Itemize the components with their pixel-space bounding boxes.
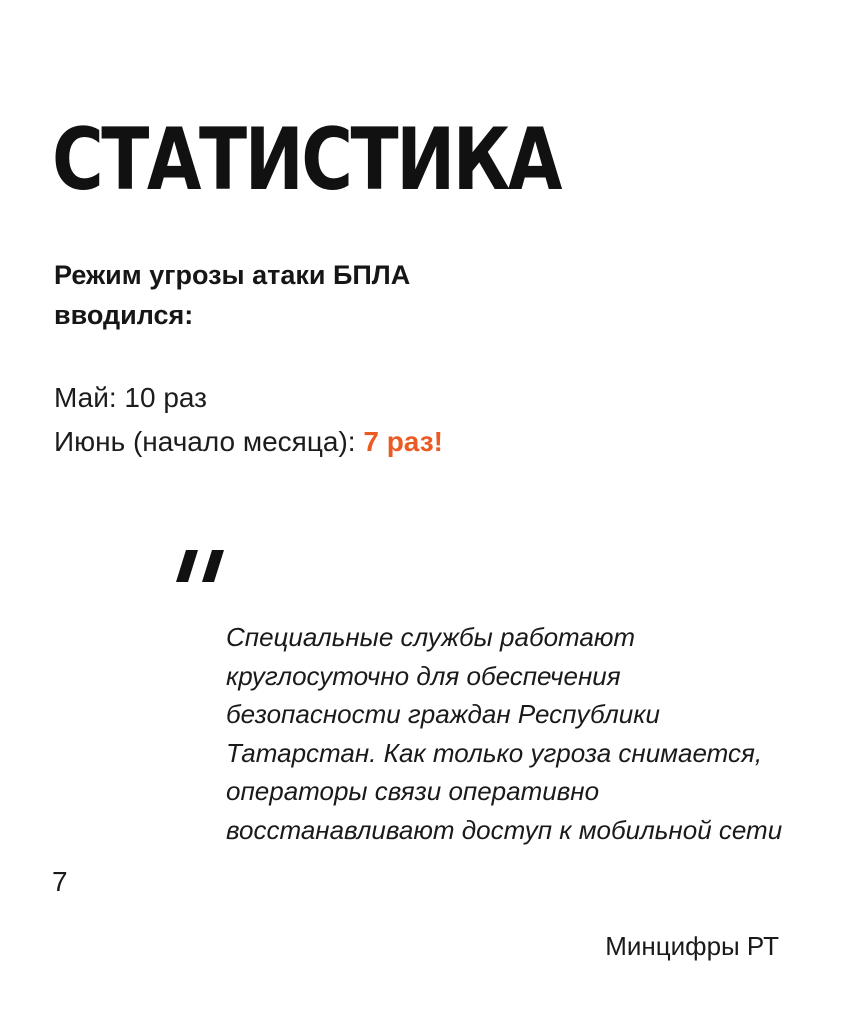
stat-may: Май: 10 раз (54, 382, 208, 413)
source-label: Минцифры РТ (605, 931, 779, 961)
subtitle-line-1: Режим угрозы атаки БПЛА (54, 260, 411, 290)
quote-mark-icon (176, 532, 240, 596)
stat-june (54, 420, 443, 464)
page-number: 7 (52, 866, 68, 897)
stat-june-value: 7 раз! (363, 426, 443, 457)
stats-block (54, 376, 443, 464)
page-title: СТАТИСТИКА (52, 110, 561, 210)
subtitle-line-2: вводился: (54, 300, 194, 330)
subtitle (54, 255, 410, 335)
stat-june-label: Июнь (начало месяца): (54, 426, 364, 457)
quote-text: Специальные службы работают круглосуточно для обеспечения безопасности граждан Республики Татарстан. Как только угроза снимается, операторы связи оперативно восстанавливают доступ к мобильной сети (226, 622, 783, 845)
